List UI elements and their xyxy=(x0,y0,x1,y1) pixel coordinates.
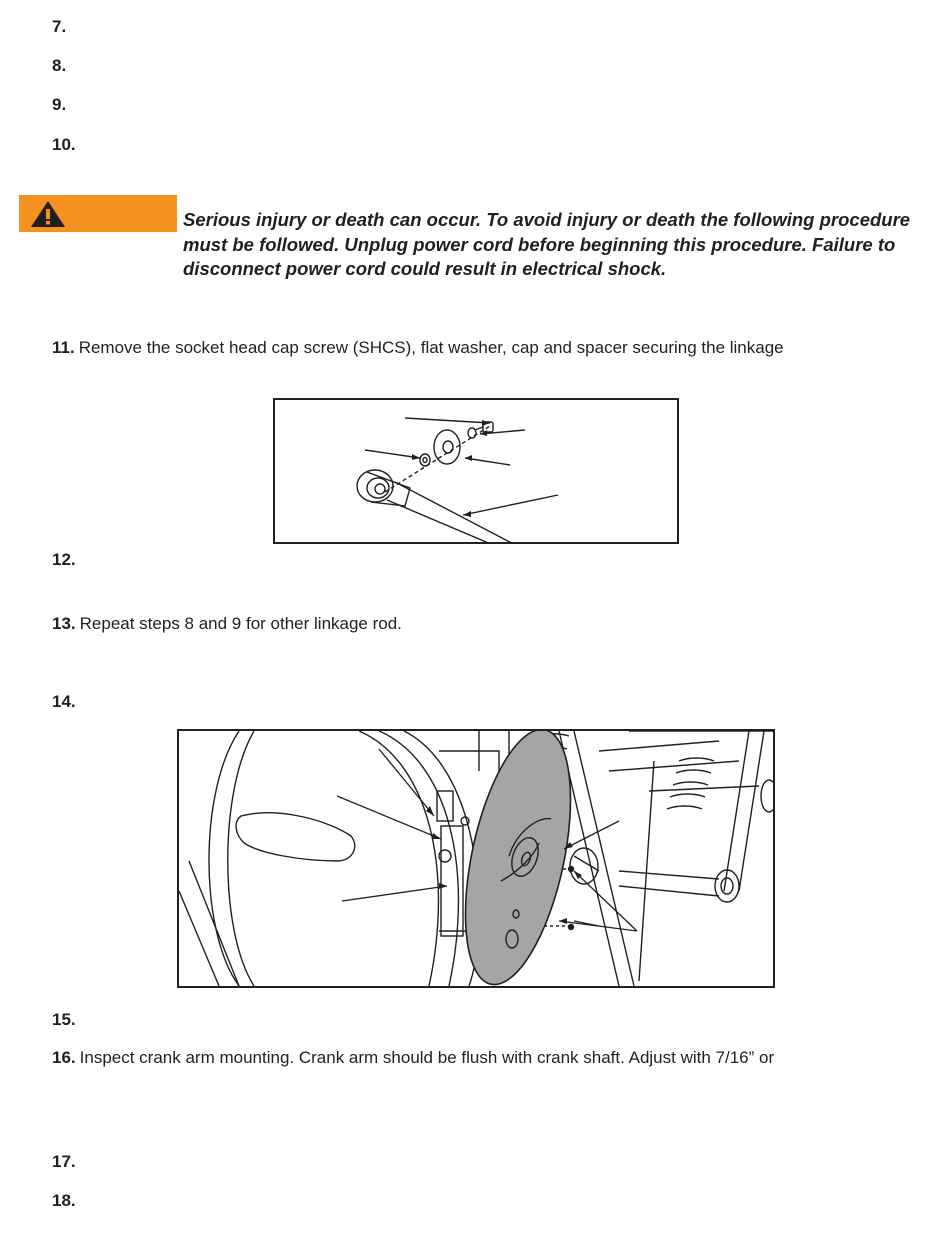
warning-banner xyxy=(19,195,177,232)
step-number: 17. xyxy=(52,1152,76,1171)
step-number: 12. xyxy=(52,550,76,569)
step-number: 18. xyxy=(52,1191,76,1210)
step-number: 10. xyxy=(52,135,76,154)
step-11 xyxy=(52,338,784,358)
step-number: 16. xyxy=(52,1048,76,1067)
step-18 xyxy=(52,1191,80,1211)
step-13 xyxy=(52,614,402,634)
step-number: 13. xyxy=(52,614,76,633)
step-number: 15. xyxy=(52,1010,76,1029)
step-7 xyxy=(52,17,70,37)
step-12 xyxy=(52,550,80,570)
step-text: Remove the socket head cap screw (SHCS), flat washer, cap and spacer securing the linkage xyxy=(78,338,784,357)
step-text: Inspect crank arm mounting. Crank arm should be flush with crank shaft. Adjust with 7/16” or xyxy=(79,1048,775,1067)
step-number: 11. xyxy=(52,338,75,357)
step-10 xyxy=(52,135,80,155)
step-number: 7. xyxy=(52,17,67,36)
crank-disc-figure xyxy=(177,729,775,988)
step-15 xyxy=(52,1010,80,1030)
linkage-rod-hardware-figure xyxy=(273,398,679,544)
step-16 xyxy=(52,1048,774,1068)
step-text: Repeat steps 8 and 9 for other linkage rod. xyxy=(79,614,402,633)
warning-text: Serious injury or death can occur. To avoid injury or death the following procedure must be followed. Unplug power cord before beginning this procedure. Failure to disconnect power cord could result in electrical shock. xyxy=(183,209,911,279)
step-17 xyxy=(52,1152,80,1172)
step-9 xyxy=(52,95,70,115)
step-8 xyxy=(52,56,70,76)
warning-triangle-icon xyxy=(29,199,67,229)
step-number: 8. xyxy=(52,56,67,75)
step-14 xyxy=(52,692,80,712)
step-number: 14. xyxy=(52,692,76,711)
step-number: 9. xyxy=(52,95,67,114)
